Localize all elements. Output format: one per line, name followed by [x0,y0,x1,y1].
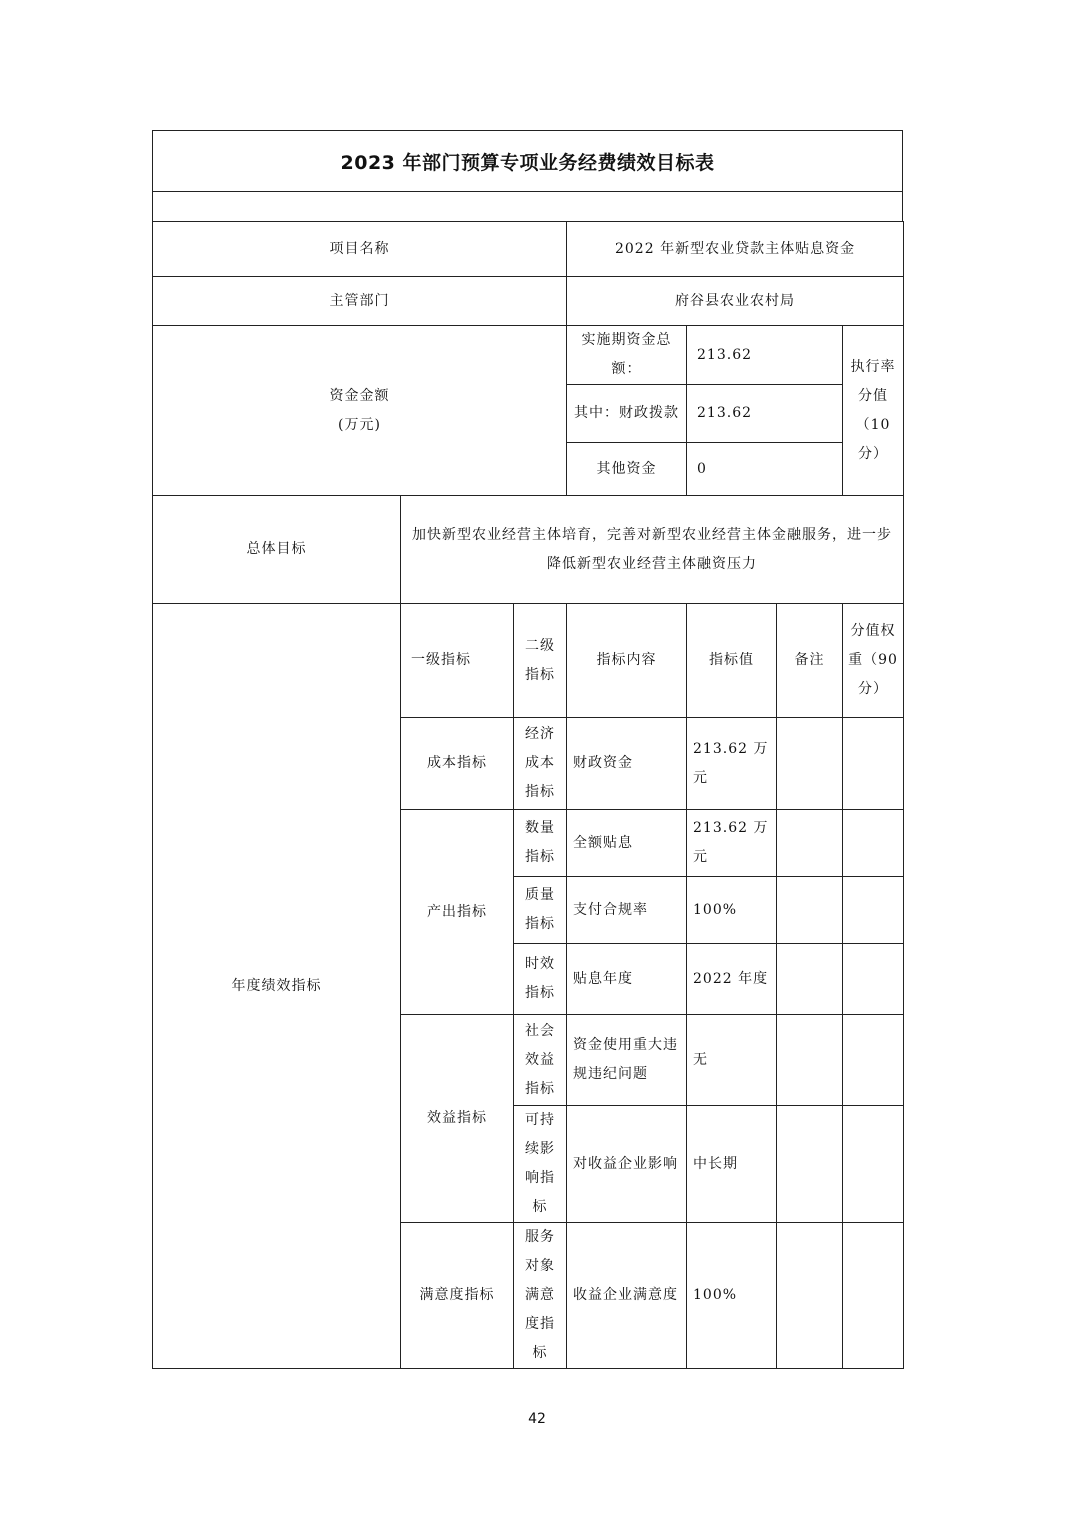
quality-level2: 质量指标 [514,877,567,944]
quality-weight [843,877,904,944]
sustainable-content: 对收益企业影响 [567,1106,687,1223]
cost-value: 213.62 万元 [687,718,777,810]
sustainable-note [777,1106,843,1223]
social-content: 资金使用重大违规违纪问题 [567,1015,687,1106]
overall-goal-text: 加快新型农业经营主体培育，完善对新型农业经营主体金融服务，进一步降低新型农业经营主体融资压力 [401,496,904,604]
execution-rate-label: 执行率分值（10 分） [843,326,904,496]
quality-content: 支付合规率 [567,877,687,944]
funds-fiscal-label: 其中：财政拨款 [567,385,687,443]
funds-unit-text: (万元) [338,416,381,433]
satisfaction-value: 100% [687,1223,777,1369]
department-label: 主管部门 [153,277,567,326]
header-content: 指标内容 [567,604,687,718]
quantity-level2: 数量指标 [514,810,567,877]
blank-row [152,191,903,221]
timeliness-weight [843,944,904,1015]
output-level1: 产出指标 [401,810,514,1015]
cost-content: 财政资金 [567,718,687,810]
satisfaction-note [777,1223,843,1369]
quantity-content: 全额贴息 [567,810,687,877]
page-number: 42 [528,1411,546,1427]
timeliness-note [777,944,843,1015]
performance-target-table [152,130,903,1369]
funds-label-text: 资金金额 [329,387,390,404]
header-level1: 一级指标 [401,604,514,718]
project-name-value: 2022 年新型农业贷款主体贴息资金 [567,222,904,277]
quantity-note [777,810,843,877]
sustainable-level2: 可持续影响指标 [514,1106,567,1223]
project-name-label: 项目名称 [153,222,567,277]
satisfaction-level2: 服务对象满意度指标 [514,1223,567,1369]
table-title: 2023 年部门预算专项业务经费绩效目标表 [152,130,903,191]
funds-fiscal-value: 213.62 [687,385,843,443]
quality-value: 100% [687,877,777,944]
header-weight: 分值权重（90 分） [843,604,904,718]
funds-other-label: 其他资金 [567,443,687,496]
cost-note [777,718,843,810]
department-value: 府谷县农业农村局 [567,277,904,326]
annual-indicators-label: 年度绩效指标 [153,604,401,1369]
sustainable-value: 中长期 [687,1106,777,1223]
timeliness-content: 贴息年度 [567,944,687,1015]
funds-total-label: 实施期资金总额： [567,326,687,385]
social-value: 无 [687,1015,777,1106]
satisfaction-content: 收益企业满意度 [567,1223,687,1369]
main-table [152,221,904,1369]
timeliness-value: 2022 年度 [687,944,777,1015]
cost-level2: 经济成本指标 [514,718,567,810]
header-value: 指标值 [687,604,777,718]
quality-note [777,877,843,944]
social-level2: 社会效益指标 [514,1015,567,1106]
social-weight [843,1015,904,1106]
header-level2: 二级指标 [514,604,567,718]
satisfaction-weight [843,1223,904,1369]
funds-other-value: 0 [687,443,843,496]
satisfaction-level1: 满意度指标 [401,1223,514,1369]
header-note: 备注 [777,604,843,718]
cost-weight [843,718,904,810]
overall-goal-label: 总体目标 [153,496,401,604]
sustainable-weight [843,1106,904,1223]
quantity-value: 213.62 万元 [687,810,777,877]
cost-level1: 成本指标 [401,718,514,810]
quantity-weight [843,810,904,877]
funds-label [153,326,567,496]
social-note [777,1015,843,1106]
timeliness-level2: 时效指标 [514,944,567,1015]
benefit-level1: 效益指标 [401,1015,514,1223]
funds-total-value: 213.62 [687,326,843,385]
